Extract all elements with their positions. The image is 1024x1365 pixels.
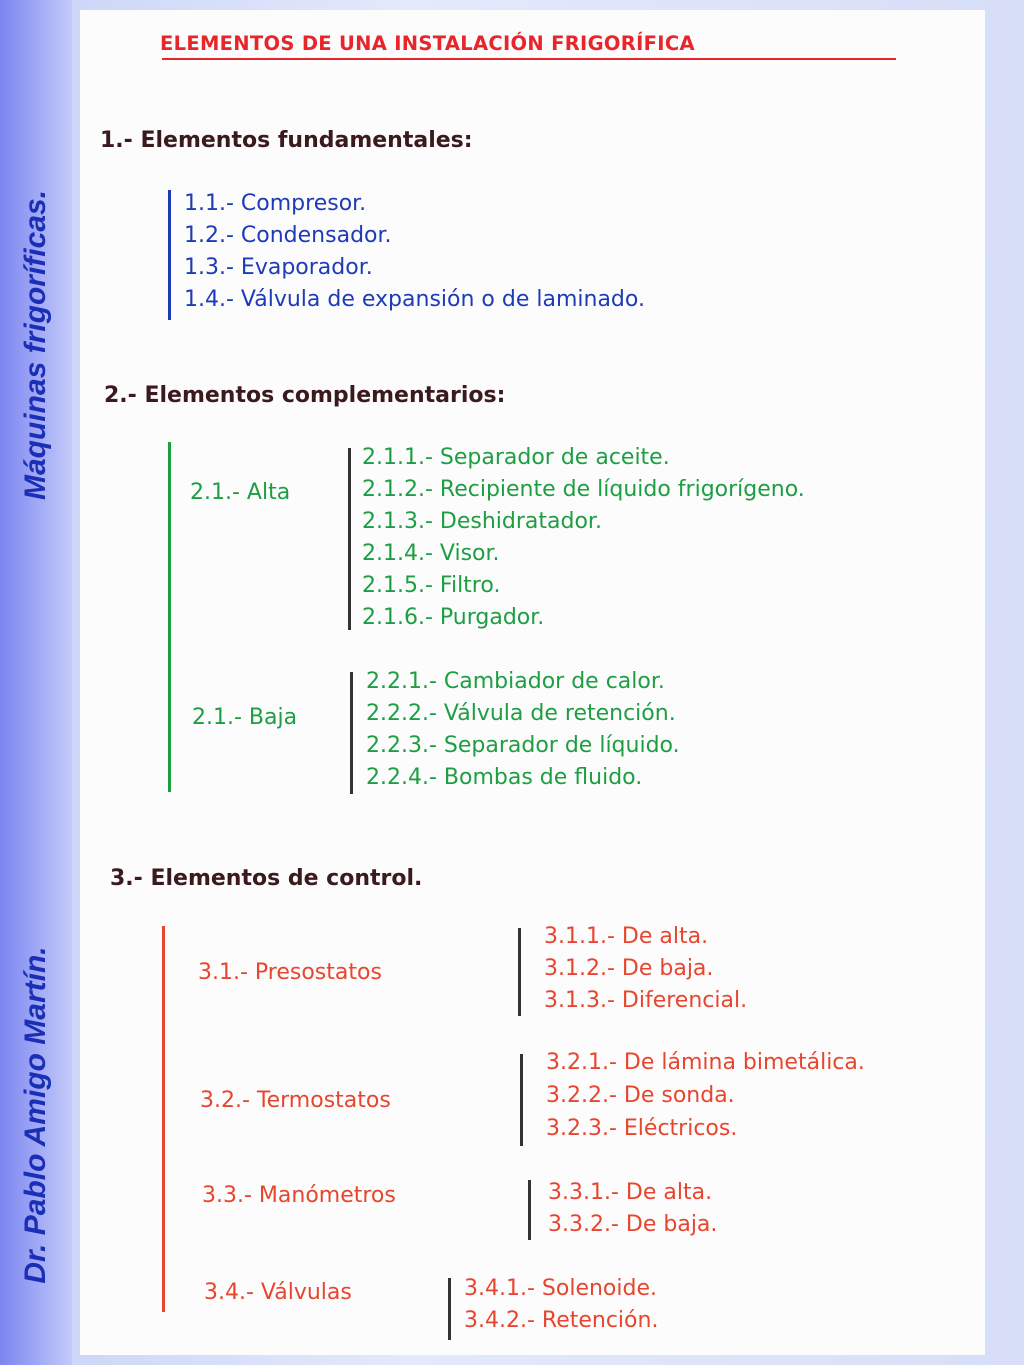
sidebar-title: Máquinas frigoríficas. [19, 189, 52, 501]
sidebar [0, 0, 72, 1365]
list-item: 2.2.1.- Cambiador de calor. [366, 669, 665, 694]
section2-heading: 2.- Elementos complementarios: [104, 383, 506, 408]
group-label-manometros: 3.3.- Manómetros [202, 1183, 396, 1208]
group-brace-termostatos [520, 1054, 523, 1146]
list-item: 2.2.3.- Separador de líquido. [366, 733, 680, 758]
list-item: 3.1.3.- Diferencial. [544, 988, 748, 1013]
list-item: 2.1.5.- Filtro. [362, 573, 501, 598]
section2-brace [168, 442, 171, 792]
section3-brace [162, 926, 165, 1312]
group-label-alta: 2.1.- Alta [190, 480, 291, 505]
list-item: 3.3.2.- De baja. [548, 1212, 718, 1237]
group-brace-alta [348, 448, 351, 630]
section1-brace [168, 190, 171, 320]
list-item: 3.4.1.- Solenoide. [464, 1276, 657, 1301]
list-item: 1.4.- Válvula de expansión o de laminado. [184, 287, 645, 312]
list-item: 3.4.2.- Retención. [464, 1308, 659, 1333]
title-underline [162, 58, 896, 60]
list-item: 2.2.4.- Bombas de fluido. [366, 765, 643, 790]
list-item: 2.1.3.- Deshidratador. [362, 509, 602, 534]
group-label-baja: 2.1.- Baja [192, 705, 298, 730]
list-item: 3.2.2.- De sonda. [546, 1083, 735, 1108]
list-item: 2.1.2.- Recipiente de líquido frigorígeno. [362, 477, 805, 502]
list-item: 2.1.1.- Separador de aceite. [362, 445, 670, 470]
group-brace-manometros [528, 1180, 531, 1240]
group-brace-baja [350, 672, 353, 794]
section1-heading: 1.- Elementos fundamentales: [100, 128, 473, 153]
list-item: 3.3.1.- De alta. [548, 1180, 713, 1205]
list-item: 3.1.2.- De baja. [544, 956, 714, 981]
group-brace-presostatos [518, 928, 521, 1016]
list-item: 2.2.2.- Válvula de retención. [366, 701, 676, 726]
list-item: 2.1.4.- Visor. [362, 541, 500, 566]
group-brace-valvulas [448, 1278, 451, 1340]
group-label-valvulas: 3.4.- Válvulas [204, 1280, 352, 1305]
group-label-presostatos: 3.1.- Presostatos [198, 960, 382, 985]
group-label-termostatos: 3.2.- Termostatos [200, 1088, 391, 1113]
list-item: 3.1.1.- De alta. [544, 924, 709, 949]
list-item: 3.2.3.- Eléctricos. [546, 1116, 738, 1141]
list-item: 2.1.6.- Purgador. [362, 605, 545, 630]
document-page [80, 10, 985, 1355]
list-item: 1.3.- Evaporador. [184, 255, 373, 280]
list-item: 1.1.- Compresor. [184, 191, 367, 216]
document-title: ELEMENTOS DE UNA INSTALACIÓN FRIGORÍFICA [160, 32, 695, 55]
list-item: 1.2.- Condensador. [184, 223, 392, 248]
list-item: 3.2.1.- De lámina bimetálica. [546, 1050, 865, 1075]
sidebar-author: Dr. Pablo Amigo Martín. [19, 946, 52, 1284]
section3-heading: 3.- Elementos de control. [110, 866, 423, 891]
